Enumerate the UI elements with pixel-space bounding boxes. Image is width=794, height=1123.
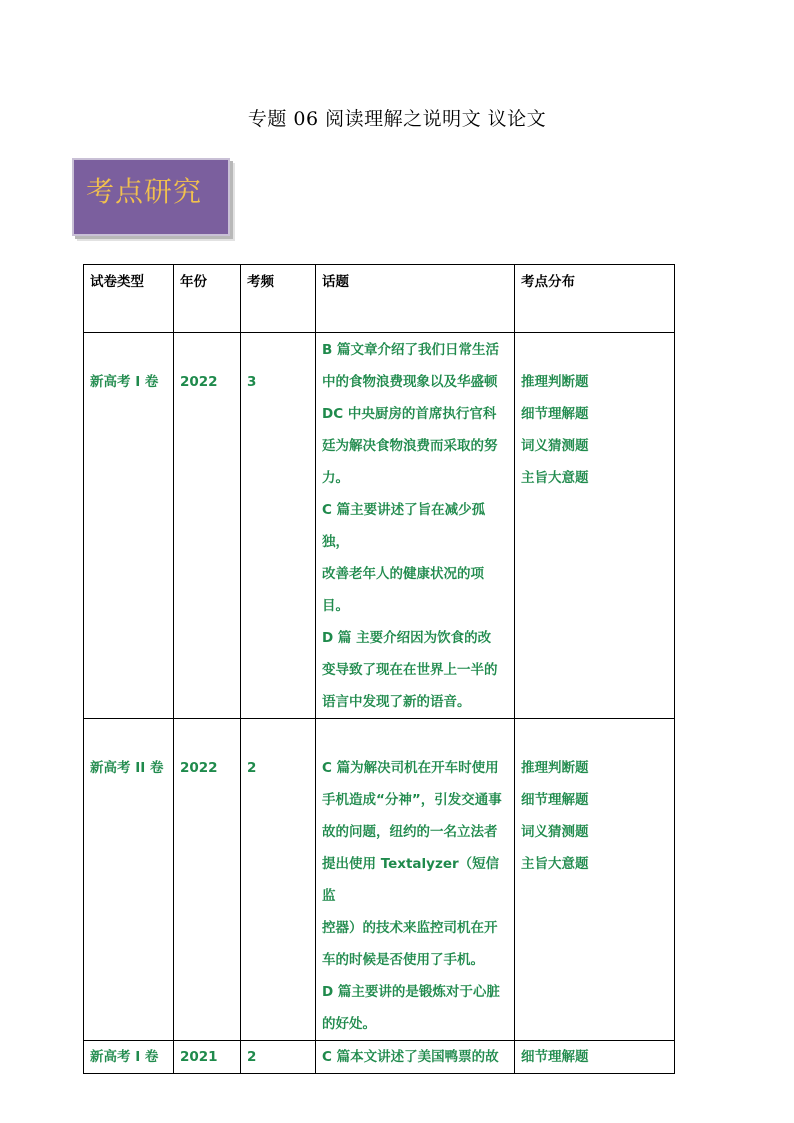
header-cell: 话题: [316, 265, 515, 333]
exam-type-cell: 新高考 II 卷: [84, 719, 174, 1041]
topic-cell: B 篇文章介绍了我们日常生活 中的食物浪费现象以及华盛顿 DC 中央厨房的首席执行官科 廷为解决食物浪费而采取的努 力。 C 篇主要讲述了旨在减少孤独， 改善老年人的健康状况的项目。 D 篇 主要介绍因为饮食的改 变导致了现在在世界上一半的 语言中发现了新的语音。: [316, 333, 515, 719]
frequency-cell: 3: [241, 333, 316, 719]
exam-table: [83, 264, 675, 1074]
section-banner: [72, 158, 230, 236]
points-cell: 细节理解题: [515, 1041, 675, 1074]
year-cell: 2021: [174, 1041, 241, 1074]
table-row: [84, 333, 675, 719]
exam-type-cell: 新高考 I 卷: [84, 1041, 174, 1074]
points-cell: 推理判断题 细节理解题 词义猜测题 主旨大意题: [515, 719, 675, 1041]
year-cell: 2022: [174, 333, 241, 719]
exam-type-cell: 新高考 I 卷: [84, 333, 174, 719]
header-cell: 考频: [241, 265, 316, 333]
header-cell: 考点分布: [515, 265, 675, 333]
frequency-cell: 2: [241, 1041, 316, 1074]
table-row: [84, 1041, 675, 1074]
page-title: 专题 06 阅读理解之说明文 议论文: [247, 108, 547, 130]
table-header-row: [84, 265, 675, 333]
year-cell: 2022: [174, 719, 241, 1041]
topic-cell: C 篇本文讲述了美国鸭票的故: [316, 1041, 515, 1074]
table-row: [84, 719, 675, 1041]
header-cell: 年份: [174, 265, 241, 333]
topic-cell: C 篇为解决司机在开车时使用 手机造成“分神”，引发交通事 故的问题，纽约的一名立法者 提出使用 Textalyzer（短信监 控器）的技术来监控司机在开 车的时候是否使用了手机。 D 篇主要讲的是锻炼对于心脏 的好处。: [316, 719, 515, 1041]
section-banner-label: 考点研究: [86, 175, 203, 208]
points-cell: 推理判断题 细节理解题 词义猜测题 主旨大意题: [515, 333, 675, 719]
frequency-cell: 2: [241, 719, 316, 1041]
header-cell: 试卷类型: [84, 265, 174, 333]
